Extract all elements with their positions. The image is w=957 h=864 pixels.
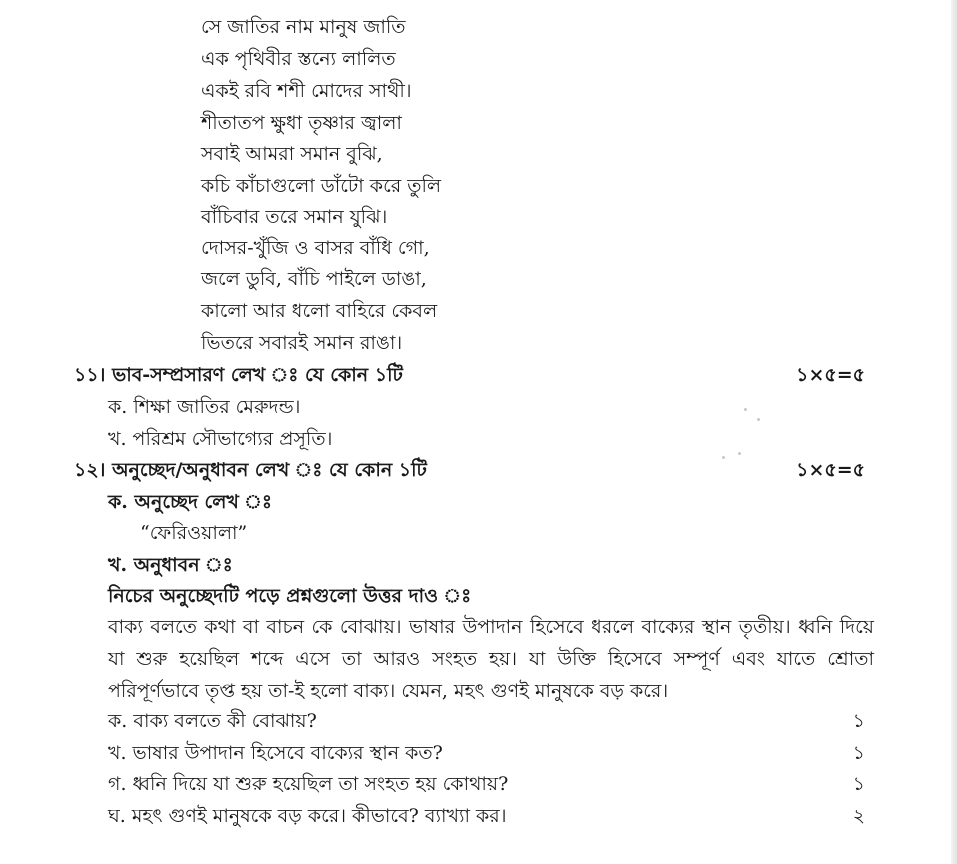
scan-speck [757,418,760,421]
q12-heading: ১২। অনুচ্ছেদ/অনুধাবন লেখ ঃ যে কোন ১টি [74,459,427,481]
poem-line: জলে ডুবি, বাঁচি পাইলে ডাঙা, [201,268,427,290]
q12-question: গ. ধ্বনি দিয়ে যা শুরু হয়েছিল তা সংহত হয় কোথায়? [108,773,509,795]
q11-marks: ১×৫=৫ [796,364,865,386]
q11-option: ক. শিক্ষা জাতির মেরুদন্ড। [108,396,301,418]
poem-line: এক পৃথিবীর স্তন্যে লালিত [201,48,396,70]
poem-line: দোসর-খুঁজি ও বাসর বাঁধি গো, [201,237,430,259]
scan-speck [722,456,725,459]
scan-speck [744,408,747,411]
q12-question-mark: ২ [852,805,865,827]
page-edge [951,0,957,864]
poem-line: একই রবি শশী মোদের সাথী। [201,80,412,102]
q11-option: খ. পরিশ্রম সৌভাগ্যের প্রসূতি। [108,428,333,450]
q12-part-a-topic: “ফেরিওয়ালা” [140,522,248,544]
q12-passage: বাক্য বলতে কথা বা বাচন কে বোঝায়। ভাষার উপাদান হিসেবে ধরলে বাক্যের স্থান তৃতীয়। ধ্বনি দিয়ে যা শুরু হয়েছিল শব্দে এসে তা আরও সংহত হয়। যা উক্তি হিসেবে সম্পূর্ণ এবং যাতে শ্রোতা পরিপূর্ণভাবে তৃপ্ত হয় তা-ই হলো বাক্য। যেমন, মহৎ গুণই মানুষকে বড় করে। [108,616,874,702]
q12-question-mark: ১ [852,773,865,795]
poem-line: কচি কাঁচাগুলো ডাঁটো করে তুলি [201,175,442,197]
q12-marks: ১×৫=৫ [796,459,865,481]
poem-line: সবাই আমরা সমান বুঝি, [201,143,383,165]
cropped-top-line [201,0,411,4]
poem-line: ভিতরে সবারই সমান রাঙা। [201,332,403,354]
q12-question-mark: ১ [852,742,865,764]
q12-question: ঘ. মহৎ গুণই মানুষকে বড় করে। কীভাবে? ব্যাখ্যা কর। [108,805,507,827]
q12-question: খ. ভাষার উপাদান হিসেবে বাক্যের স্থান কত? [108,742,443,764]
scan-speck [738,452,741,455]
q12-part-a-label: ক. অনুচ্ছেদ লেখ ঃ [108,491,273,513]
q12-question-mark: ১ [852,710,865,732]
q12-part-b-label: খ. অনুধাবন ঃ [108,554,233,576]
q11-heading: ১১। ভাব-সম্প্রসারণ লেখ ঃ যে কোন ১টি [74,364,403,386]
q12-question: ক. বাক্য বলতে কী বোঝায়? [108,710,317,732]
poem-line: কালো আর ধলো বাহিরে কেবল [201,300,438,322]
poem-line: সে জাতির নাম মানুষ জাতি [201,16,406,38]
poem-line: শীতাতপ ক্ষুধা তৃষ্ণার জ্বালা [201,112,402,134]
q12-instruction: নিচের অনুচ্ছেদটি পড়ে প্রশ্নগুলো উত্তর দাও ঃ [108,585,472,607]
poem-line: বাঁচিবার তরে সমান যুঝি। [201,206,388,228]
